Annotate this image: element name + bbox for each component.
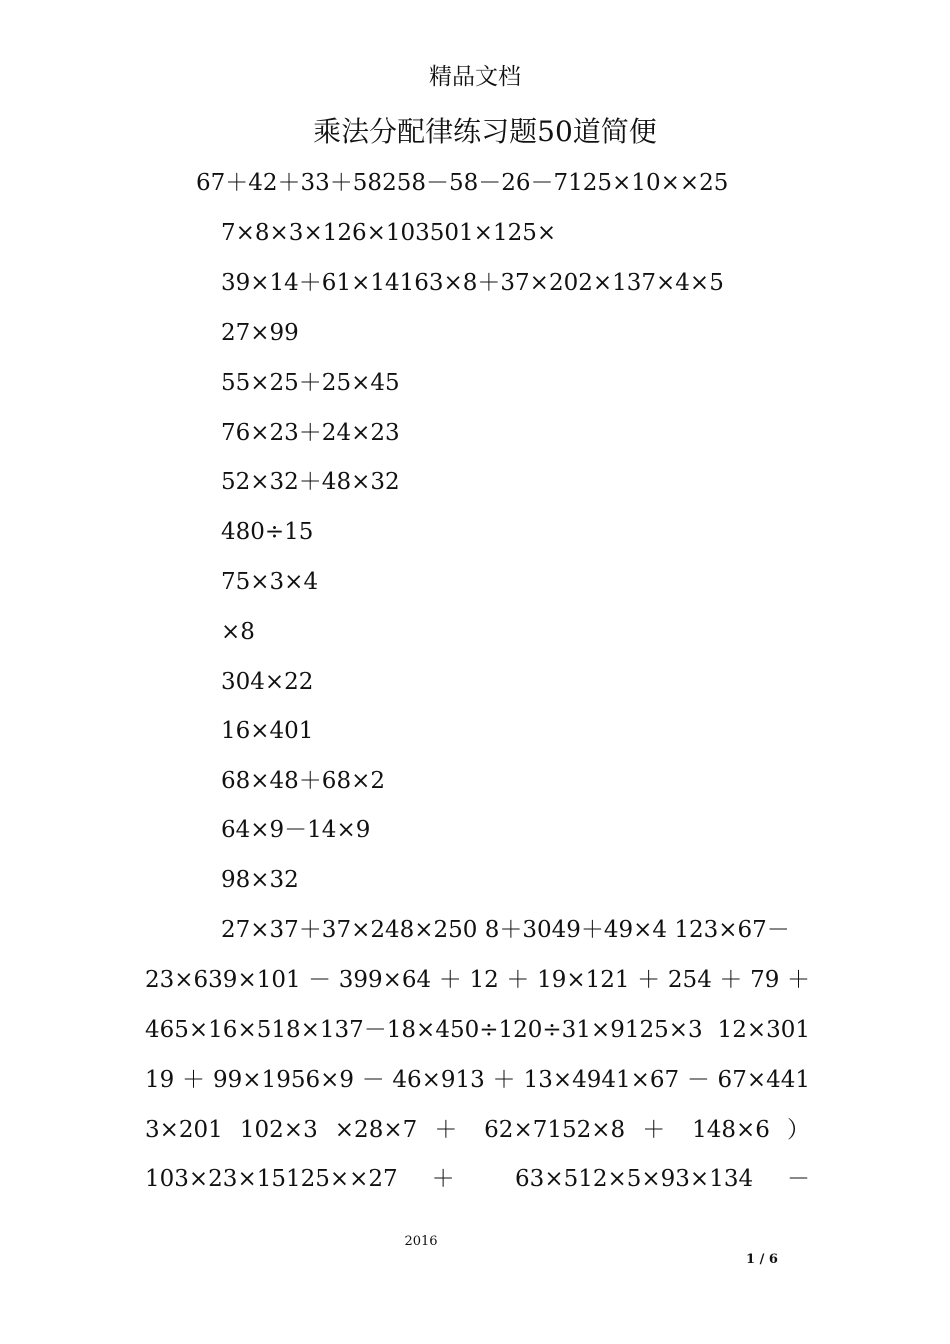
exercise-line-15: 98×32 [221, 867, 299, 893]
exercise-line-19: 19 ＋ 99×1956×9 － 46×913 ＋ 13×4941×67 － 67×441 [145, 1067, 810, 1093]
exercise-line-2: 7×8×3×126×103501×125× [221, 220, 557, 246]
exercise-line-21: 103×23×15125××27 ＋ 63×512×5×93×134 － [145, 1166, 810, 1192]
exercise-line-1: 67＋42＋33＋58258－58－26－7125×10××25 [196, 170, 729, 196]
exercise-line-12: 16×401 [221, 718, 314, 744]
exercise-line-4: 27×99 [221, 320, 299, 346]
exercise-line-13: 68×48＋68×2 [221, 768, 385, 794]
exercise-line-17: 23×639×101 － 399×64 ＋ 12 ＋ 19×121 ＋ 254 ＋ 79 ＋ [145, 967, 810, 993]
document-title: 乘法分配律练习题50道简便 [313, 115, 657, 148]
exercise-line-11: 304×22 [221, 669, 314, 695]
exercise-line-6: 76×23＋24×23 [221, 420, 400, 446]
exercise-line-14: 64×9－14×9 [221, 817, 371, 843]
page-header: 精品文档 [429, 64, 521, 90]
footer-year: 2016 [404, 1234, 438, 1249]
exercise-line-5: 55×25＋25×45 [221, 370, 400, 396]
exercise-line-16: 27×37＋37×248×250 8＋3049＋49×4 123×67－ [221, 917, 790, 943]
page-number: 1 / 6 [746, 1252, 778, 1267]
exercise-line-7: 52×32＋48×32 [221, 469, 400, 495]
exercise-line-8: 480÷15 [221, 519, 314, 545]
exercise-line-20: 3×201 102×3 ×28×7 ＋ 62×7152×8 ＋ 148×6 ） [145, 1117, 810, 1143]
exercise-line-18: 465×16×518×137－18×450÷120÷31×9125×3 12×301 [145, 1017, 810, 1043]
exercise-line-3: 39×14＋61×14163×8＋37×202×137×4×5 [221, 270, 724, 296]
exercise-line-9: 75×3×4 [221, 569, 319, 595]
exercise-line-10: ×8 [221, 619, 255, 645]
